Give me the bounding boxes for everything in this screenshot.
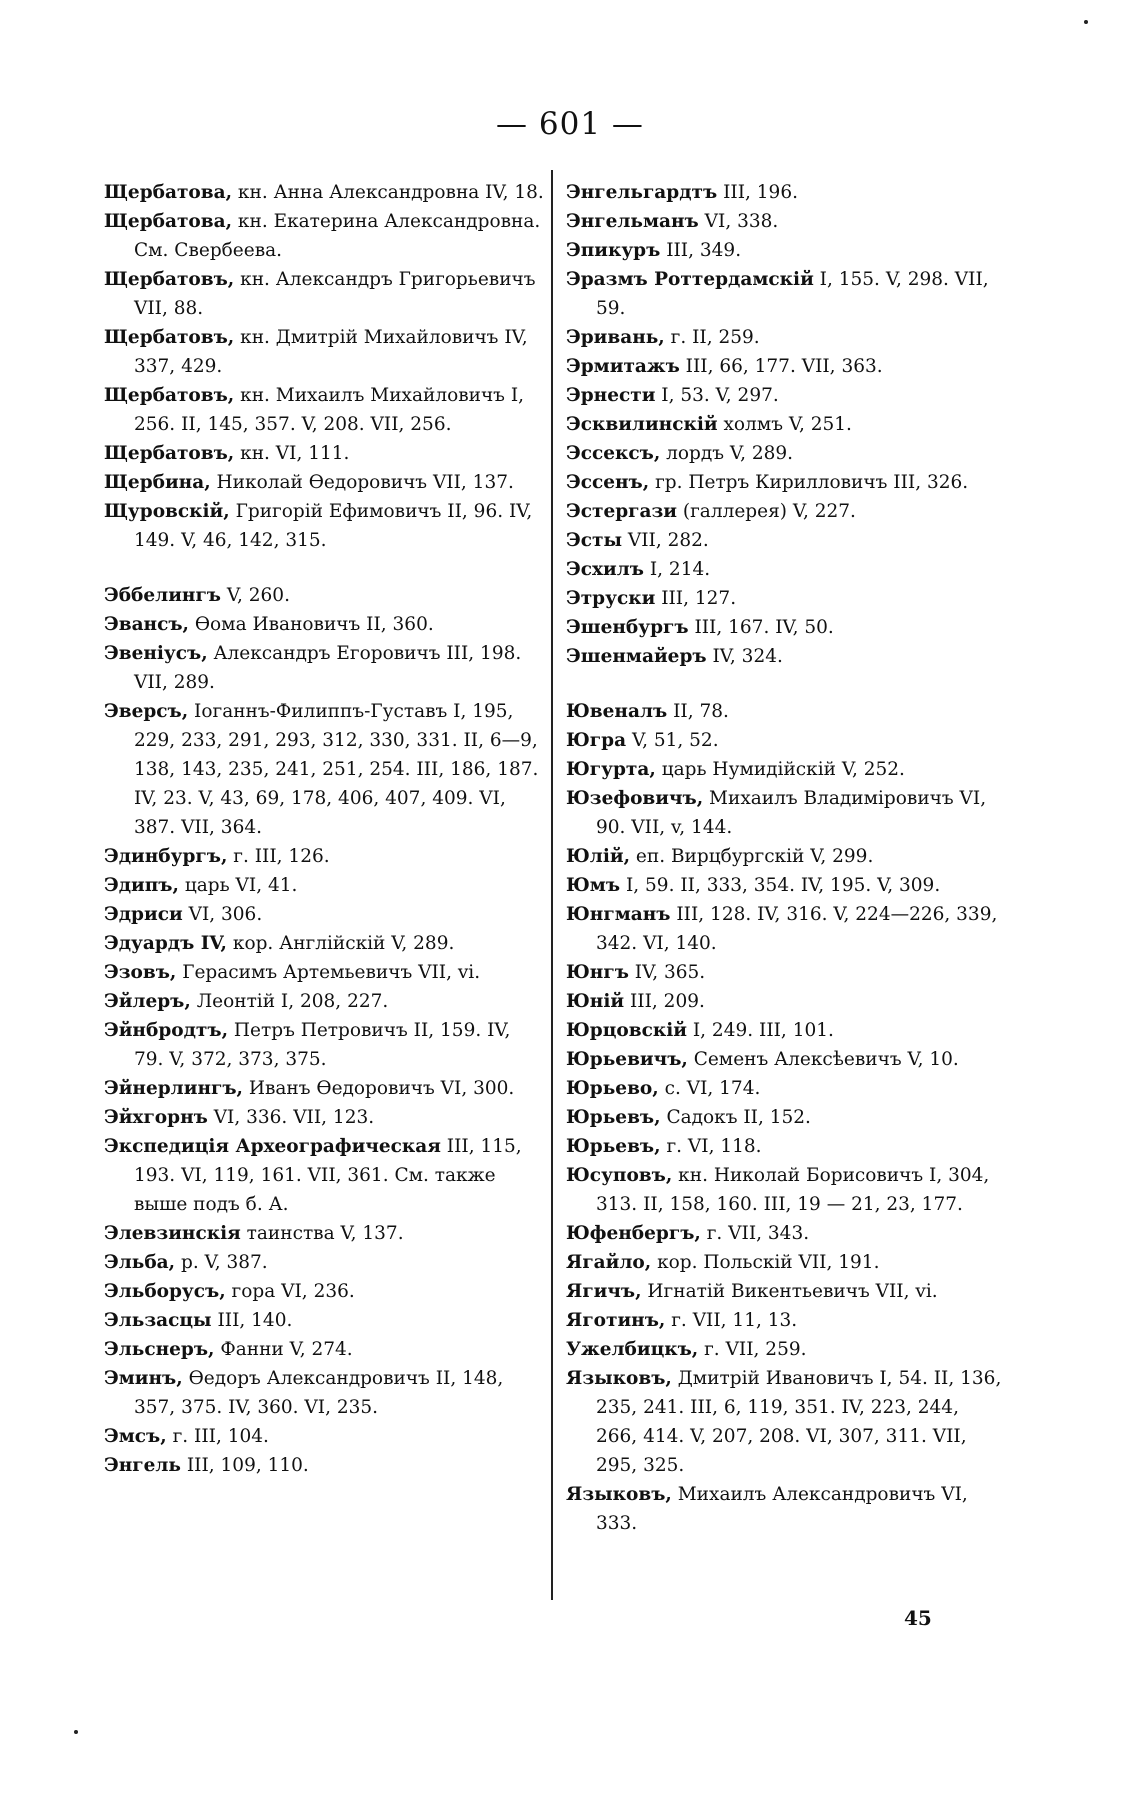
- entry-name: Эдинбургъ,: [104, 846, 228, 867]
- entry-name: Щербатовъ,: [104, 269, 235, 290]
- entry-references: кор. Польскій VII, 191.: [651, 1252, 880, 1273]
- entry-references: Григорій Ефимовичъ II, 96. IV, 149. V, 46, 142, 315.: [134, 501, 533, 551]
- index-entry: [566, 1480, 1006, 1538]
- entry-name: Эрмитажъ: [566, 356, 680, 377]
- index-entry: [104, 1074, 544, 1103]
- index-entry: [104, 178, 544, 207]
- entry-name: Ужелбицкъ,: [566, 1339, 699, 1360]
- entry-references: кн. Екатерина Александровна. См. Свербеева.: [134, 211, 541, 261]
- entry-name: Щербатовъ,: [104, 385, 235, 406]
- entry-references: III, 196.: [717, 182, 798, 203]
- entry-references: кн. Михаилъ Михайловичъ I, 256. II, 145, 357. V, 208. VII, 256.: [134, 385, 525, 435]
- index-entry: [566, 697, 1006, 726]
- entry-references: III, 209.: [624, 991, 705, 1012]
- entry-references: г. VII, 259.: [698, 1339, 807, 1360]
- index-entry: [566, 207, 1006, 236]
- entry-name: Эпикуръ: [566, 240, 661, 261]
- index-entry: [104, 842, 544, 871]
- index-entry: [566, 1219, 1006, 1248]
- entry-references: гр. Петръ Кирилловичъ III, 326.: [649, 472, 969, 493]
- entry-name: Эдуардъ IV,: [104, 933, 227, 954]
- index-entry: [566, 526, 1006, 555]
- entry-references: Садокъ II, 152.: [660, 1107, 811, 1128]
- index-entry: [104, 1132, 544, 1219]
- entry-name: Эстергази: [566, 501, 677, 522]
- entry-references: Іоганнъ-Филиппъ-Густавъ I, 195, 229, 233, 291, 293, 312, 330, 331. II, 6—9, 138, 143, 235, 241, 251, 254. III, 186, 187. IV, 23. V, 43, 69, 178, 406, 407, 409. VI, 387. VII, 364.: [134, 701, 539, 838]
- index-entry: [104, 697, 544, 842]
- index-entry: [566, 236, 1006, 265]
- index-entry: [566, 381, 1006, 410]
- page-number: — 601 —: [496, 106, 644, 142]
- index-entry: [104, 468, 544, 497]
- letter-section: [566, 178, 1006, 671]
- index-entry: [566, 1045, 1006, 1074]
- entry-name: Юрьевъ,: [566, 1136, 661, 1157]
- entry-name: Эмсъ,: [104, 1426, 167, 1447]
- entry-name: Эйнбродтъ,: [104, 1020, 229, 1041]
- entry-references: Леонтій I, 208, 227.: [190, 991, 389, 1012]
- entry-name: Эссенъ,: [566, 472, 650, 493]
- entry-name: Юрьевъ,: [566, 1107, 661, 1128]
- entry-name: Языковъ,: [566, 1368, 672, 1389]
- index-entry: [104, 987, 544, 1016]
- entry-name: Юзефовичъ,: [566, 788, 704, 809]
- entry-name: Юрьево,: [566, 1078, 659, 1099]
- entry-name: Эйхгорнъ: [104, 1107, 208, 1128]
- index-entry: [104, 1422, 544, 1451]
- index-entry: [566, 1161, 1006, 1219]
- entry-name: Эйнерлингъ,: [104, 1078, 243, 1099]
- entry-name: Эразмъ Роттердамскій: [566, 269, 814, 290]
- index-entry: [566, 1074, 1006, 1103]
- entry-references: Петръ Петровичъ II, 159. IV, 79. V, 372, 373, 375.: [134, 1020, 511, 1070]
- entry-references: г. III, 104.: [166, 1426, 269, 1447]
- entry-name: Эдриси: [104, 904, 183, 925]
- entry-name: Элевзинскія: [104, 1223, 241, 1244]
- index-entry: [104, 929, 544, 958]
- entry-references: V, 260.: [221, 585, 290, 606]
- entry-name: Эсты: [566, 530, 622, 551]
- letter-section: [104, 581, 544, 1480]
- entry-references: с. VI, 174.: [658, 1078, 761, 1099]
- index-entry: [104, 497, 544, 555]
- index-entry: [104, 958, 544, 987]
- entry-name: Эвеніусъ,: [104, 643, 208, 664]
- index-entry: [566, 1306, 1006, 1335]
- entry-name: Щербатовъ,: [104, 443, 235, 464]
- index-entry: [104, 323, 544, 381]
- index-entry: [566, 958, 1006, 987]
- index-entry: [566, 1132, 1006, 1161]
- entry-name: Яготинъ,: [566, 1310, 666, 1331]
- entry-name: Эльзасцы: [104, 1310, 212, 1331]
- entry-references: р. V, 387.: [175, 1252, 268, 1273]
- entry-name: Юсуповъ,: [566, 1165, 673, 1186]
- entry-name: Юній: [566, 991, 625, 1012]
- entry-name: Щербина,: [104, 472, 211, 493]
- index-entry: [566, 265, 1006, 323]
- entry-references: Иванъ Өедоровичъ VI, 300.: [242, 1078, 515, 1099]
- entry-references: царь Нумидійскій V, 252.: [655, 759, 905, 780]
- entry-name: Эсквилинскій: [566, 414, 718, 435]
- entry-references: кн. Александръ Григорьевичъ VII, 88.: [134, 269, 536, 319]
- index-entry: [566, 642, 1006, 671]
- entry-references: г. VII, 11, 13.: [665, 1310, 798, 1331]
- index-entry: [566, 755, 1006, 784]
- entry-name: Юмъ: [566, 875, 621, 896]
- index-entry: [104, 1103, 544, 1132]
- entry-references: кн. VI, 111.: [234, 443, 350, 464]
- entry-references: кн. Дмитрій Михайловичъ IV, 337, 429.: [134, 327, 528, 377]
- entry-references: IV, 324.: [706, 646, 783, 667]
- index-entry: [104, 1277, 544, 1306]
- index-entry: [104, 1248, 544, 1277]
- entry-references: III, 109, 110.: [180, 1455, 309, 1476]
- index-entry: [104, 900, 544, 929]
- entry-name: Юлій,: [566, 846, 631, 867]
- entry-name: Языковъ,: [566, 1484, 672, 1505]
- entry-references: Герасимъ Артемьевичъ VII, vi.: [176, 962, 481, 983]
- entry-references: (галлерея) V, 227.: [677, 501, 856, 522]
- entry-name: Эсхилъ: [566, 559, 644, 580]
- entry-references: Александръ Егоровичъ III, 198. VII, 289.: [134, 643, 522, 693]
- index-entry: [566, 613, 1006, 642]
- entry-references: I, 53. V, 297.: [655, 385, 779, 406]
- index-entry: [566, 987, 1006, 1016]
- entry-references: Дмитрій Ивановичъ I, 54. II, 136, 235, 241. III, 6, 119, 351. IV, 223, 244, 266, 414. V, 207, 208. VI, 307, 311. VII, 295, 325.: [596, 1368, 1002, 1476]
- index-entry: [566, 497, 1006, 526]
- print-speck: [74, 1730, 78, 1734]
- entry-references: I, 155. V, 298. VII, 59.: [596, 269, 989, 319]
- index-entry: [566, 178, 1006, 207]
- entry-name: Эйлеръ,: [104, 991, 191, 1012]
- entry-name: Эльборусъ,: [104, 1281, 226, 1302]
- index-entry: [104, 871, 544, 900]
- entry-name: Экспедиція Археографическая: [104, 1136, 441, 1157]
- index-entry: [566, 410, 1006, 439]
- entry-references: кор. Англійскій V, 289.: [227, 933, 455, 954]
- index-entry: [104, 1364, 544, 1422]
- entry-name: Эминъ,: [104, 1368, 183, 1389]
- entry-name: Югурта,: [566, 759, 656, 780]
- index-entry: [104, 581, 544, 610]
- column-divider: [551, 170, 553, 1600]
- entry-name: Юрцовскій: [566, 1020, 687, 1041]
- index-entry: [566, 323, 1006, 352]
- index-entry: [566, 439, 1006, 468]
- index-entry: [104, 207, 544, 265]
- entry-name: Щербатова,: [104, 211, 233, 232]
- index-entry: [566, 1248, 1006, 1277]
- index-entry: [566, 584, 1006, 613]
- index-entry: [566, 1277, 1006, 1306]
- entry-name: Ювеналъ: [566, 701, 668, 722]
- left-column: [104, 178, 544, 1480]
- entry-references: IV, 365.: [628, 962, 706, 983]
- index-entry: [566, 1335, 1006, 1364]
- entry-name: Юнгъ: [566, 962, 629, 983]
- sheet-signature: 45: [904, 1606, 932, 1630]
- entry-references: гора VI, 236.: [225, 1281, 355, 1302]
- entry-references: г. VII, 343.: [700, 1223, 810, 1244]
- entry-name: Эльснеръ,: [104, 1339, 215, 1360]
- index-entry: [104, 1306, 544, 1335]
- index-entry: [566, 352, 1006, 381]
- entry-name: Эббелингъ: [104, 585, 221, 606]
- entry-name: Ягичъ,: [566, 1281, 642, 1302]
- entry-name: Энгельгардтъ: [566, 182, 718, 203]
- entry-references: I, 59. II, 333, 354. IV, 195. V, 309.: [620, 875, 941, 896]
- entry-references: VII, 282.: [622, 530, 709, 551]
- entry-references: еп. Вирцбургскій V, 299.: [630, 846, 874, 867]
- entry-name: Юнгманъ: [566, 904, 671, 925]
- entry-references: I, 249. III, 101.: [686, 1020, 834, 1041]
- index-entry: [566, 842, 1006, 871]
- entry-references: III, 66, 177. VII, 363.: [679, 356, 883, 377]
- index-entry: [104, 610, 544, 639]
- entry-name: Эверсъ,: [104, 701, 189, 722]
- index-entry: [104, 1451, 544, 1480]
- index-entry: [104, 639, 544, 697]
- index-entry: [104, 439, 544, 468]
- entry-name: Эшенбургъ: [566, 617, 689, 638]
- entry-references: лордъ V, 289.: [660, 443, 794, 464]
- entry-references: Өома Ивановичъ II, 360.: [189, 614, 434, 635]
- entry-name: Эвансъ,: [104, 614, 189, 635]
- entry-references: царь VI, 41.: [178, 875, 298, 896]
- letter-section: [566, 697, 1006, 1538]
- entry-name: Юрьевичъ,: [566, 1049, 688, 1070]
- entry-references: Михаилъ Владиміровичъ VI, 90. VII, v, 144.: [596, 788, 987, 838]
- entry-references: Фанни V, 274.: [214, 1339, 353, 1360]
- entry-name: Эривань,: [566, 327, 665, 348]
- index-entry: [104, 1219, 544, 1248]
- entry-references: III, 349.: [660, 240, 742, 261]
- entry-references: III, 127.: [655, 588, 737, 609]
- entry-references: Семенъ Алексѣевичъ V, 10.: [687, 1049, 959, 1070]
- entry-references: холмъ V, 251.: [717, 414, 852, 435]
- entry-references: VI, 306.: [182, 904, 263, 925]
- entry-name: Этруски: [566, 588, 656, 609]
- index-entry: [566, 1016, 1006, 1045]
- entry-references: III, 167. IV, 50.: [688, 617, 834, 638]
- index-entry: [104, 1016, 544, 1074]
- entry-references: III, 128. IV, 316. V, 224—226, 339, 342. VI, 140.: [596, 904, 998, 954]
- entry-name: Эзовъ,: [104, 962, 177, 983]
- entry-references: VI, 338.: [698, 211, 779, 232]
- entry-references: таинства V, 137.: [240, 1223, 404, 1244]
- entry-references: Игнатій Викентьевичъ VII, vi.: [641, 1281, 938, 1302]
- entry-references: г. VI, 118.: [660, 1136, 762, 1157]
- entry-references: Михаилъ Александровичъ VI, 333.: [596, 1484, 968, 1534]
- entry-name: Юфенбергъ,: [566, 1223, 701, 1244]
- letter-section: [104, 178, 544, 555]
- entry-references: III, 115, 193. VI, 119, 161. VII, 361. См. также выше подъ б. А.: [134, 1136, 522, 1215]
- index-entry: [566, 1364, 1006, 1480]
- index-entry: [566, 784, 1006, 842]
- entry-references: Николай Өедоровичъ VII, 137.: [210, 472, 514, 493]
- entry-name: Щербатова,: [104, 182, 233, 203]
- entry-name: Ягайло,: [566, 1252, 652, 1273]
- index-entry: [566, 468, 1006, 497]
- right-column: [566, 178, 1006, 1538]
- entry-references: III, 140.: [211, 1310, 293, 1331]
- entry-name: Эльба,: [104, 1252, 176, 1273]
- entry-name: Щуровскій,: [104, 501, 230, 522]
- entry-name: Энгель: [104, 1455, 181, 1476]
- print-speck: [1084, 20, 1088, 24]
- entry-references: г. III, 126.: [227, 846, 330, 867]
- entry-references: г. II, 259.: [664, 327, 760, 348]
- entry-references: VI, 336. VII, 123.: [207, 1107, 375, 1128]
- entry-references: I, 214.: [643, 559, 711, 580]
- index-entry: [566, 1103, 1006, 1132]
- index-entry: [566, 726, 1006, 755]
- entry-name: Эдипъ,: [104, 875, 179, 896]
- index-entry: [104, 1335, 544, 1364]
- letter-section-gap: [566, 671, 1006, 697]
- entry-references: кн. Анна Александровна IV, 18.: [232, 182, 544, 203]
- index-entry: [566, 900, 1006, 958]
- letter-section-gap: [104, 555, 544, 581]
- entry-name: Эссексъ,: [566, 443, 661, 464]
- entry-name: Эрнести: [566, 385, 656, 406]
- entry-name: Эшенмайеръ: [566, 646, 707, 667]
- index-entry: [104, 381, 544, 439]
- entry-name: Югра: [566, 730, 627, 751]
- entry-references: Өедоръ Александровичъ II, 148, 357, 375. IV, 360. VI, 235.: [134, 1368, 504, 1418]
- index-entry: [566, 555, 1006, 584]
- entry-name: Щербатовъ,: [104, 327, 235, 348]
- entry-references: V, 51, 52.: [626, 730, 719, 751]
- index-entry: [104, 265, 544, 323]
- index-entry: [566, 871, 1006, 900]
- entry-references: кн. Николай Борисовичъ I, 304, 313. II, 158, 160. III, 19 — 21, 23, 177.: [596, 1165, 990, 1215]
- entry-name: Энгельманъ: [566, 211, 699, 232]
- entry-references: II, 78.: [667, 701, 729, 722]
